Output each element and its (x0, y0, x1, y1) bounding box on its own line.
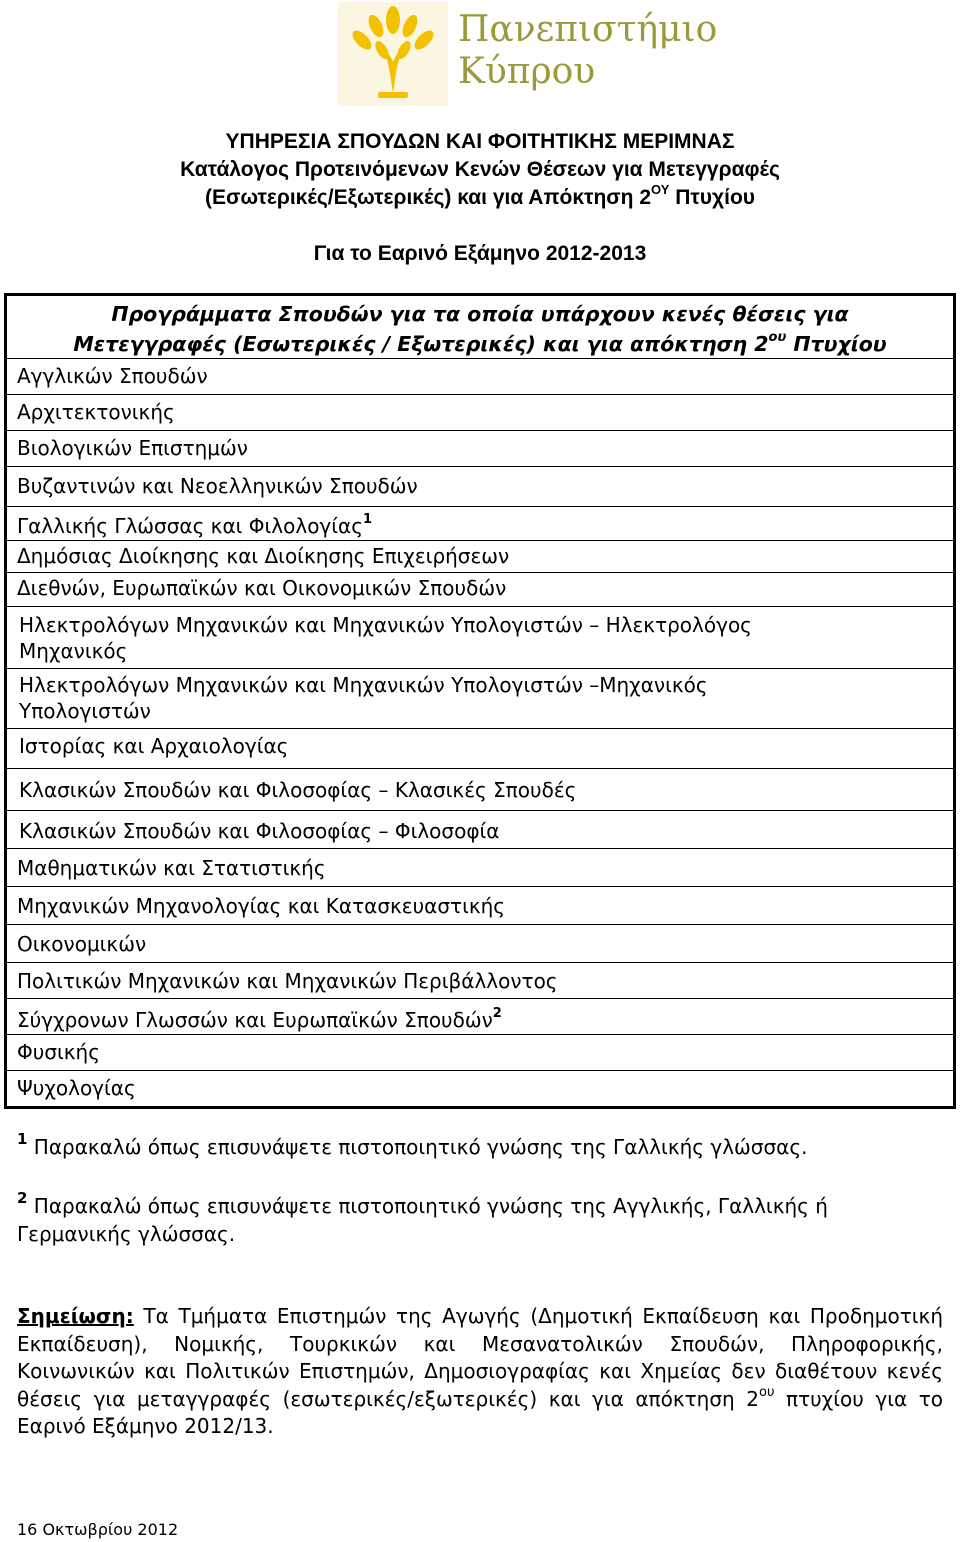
footnote-1: $^1$ Παρακαλώ όπως επισυνάψετε πιστοποιητικό γνώσης της Γαλλικής γλώσσας. (17, 1130, 808, 1159)
service-title: ΥΠΗΡΕΣΙΑ ΣΠΟΥΔΩΝ ΚΑΙ ΦΟΙΤΗΤΙΚΗΣ ΜΕΡΙΜΝΑΣ (225, 130, 735, 153)
table-row: Βιολογικών Επιστημών (7, 431, 953, 467)
note-label: Σημείωση: (17, 1304, 134, 1328)
table-row: Οικονομικών (7, 925, 953, 963)
table-row: Ψυχολογίας (17, 1076, 136, 1100)
table-row: Πολιτικών Μηχανικών και Μηχανικών Περιβάλλοντος (7, 963, 953, 999)
document-date: 16 Οκτωβρίου 2012 (17, 1520, 179, 1539)
programs-table (4, 293, 956, 1109)
table-row: Ηλεκτρολόγων Μηχανικών και Μηχανικών Υπολογιστών – Ηλεκτρολόγος Μηχανικός (7, 607, 953, 669)
logo-name-line1: Πανεπιστήμιο (458, 9, 718, 50)
table-row: Δημόσιας Διοίκησης και Διοίκησης Επιχειρήσεων (7, 541, 953, 573)
logo-name-line2: Κύπρου (458, 51, 596, 92)
table-row: Διεθνών, Ευρωπαϊκών και Οικονομικών Σπουδών (7, 573, 953, 607)
table-row: Ιστορίας και Αρχαιολογίας (7, 729, 953, 769)
table-row: Μηχανικών Μηχανολογίας και Κατασκευαστικής (7, 887, 953, 925)
note-paragraph: Σημείωση: Τα Τμήματα Επιστημών της Αγωγής (Δημοτική Εκπαίδευση και Προδημοτική Εκπαίδευση), Νομικής, Τουρκικών και Μεσανατολικών Σπουδών, Πληροφορικής, Κοινωνικών και Πολιτικών Επιστημών, Δημοσιογραφίας και Χημείας δεν διαθέτουν κενές θέσεις για μεταγγραφές (εσωτερικές/εξωτερικές) και για απόκτηση $2^{o\upsilon}$ πτυχίου για το Εαρινό Εξάμηνο 2012/13. (17, 1304, 944, 1438)
table-row: Αγγλικών Σπουδών (7, 359, 953, 395)
table-row: Βυζαντινών και Νεοελληνικών Σπουδών (7, 467, 953, 507)
list-title: Κατάλογος Προτεινόμενων Κενών Θέσεων για Μετεγγραφές (180, 158, 780, 181)
table-row: Κλασικών Σπουδών και Φιλοσοφίας – Φιλοσοφία (7, 811, 953, 849)
tree-logo-icon (338, 2, 448, 106)
table-row: Μαθηματικών και Στατιστικής (7, 849, 953, 887)
table-row: Ηλεκτρολόγων Μηχανικών και Μηχανικών Υπολογιστών –Μηχανικός Υπολογιστών (7, 669, 953, 729)
list-subtitle: (Εσωτερικές/Εξωτερικές) και για Απόκτηση $2^{O\Upsilon}$ Πτυχίου (205, 182, 755, 209)
table-row: Σύγχρονων Γλωσσών και Ευρωπαϊκών Σπουδών$^2$ (7, 999, 953, 1035)
table-header: Προγράμματα Σπουδών για τα οποία υπάρχουν κενές θέσεις για Μετεγγραφές (Εσωτερικές / Εξωτερικές) και για απόκτηση $2^{o\upsilon}$ Πτυχίου (7, 296, 953, 359)
semester-title: Για το Εαρινό Εξάμηνο 2012-2013 (313, 242, 647, 265)
university-logo (338, 2, 718, 106)
table-row: Φυσικής (7, 1035, 953, 1071)
footnote-2: $^2$ Παρακαλώ όπως επισυνάψετε πιστοποιητικό γνώσης της Αγγλικής, Γαλλικής ή Γερμανικής γλώσσας. (17, 1189, 828, 1246)
table-row: Αρχιτεκτονικής (7, 395, 953, 431)
table-row: Γαλλικής Γλώσσας και Φιλολογίας$^1$ (7, 507, 953, 541)
table-row: Κλασικών Σπουδών και Φιλοσοφίας – Κλασικές Σπουδές (7, 769, 953, 811)
